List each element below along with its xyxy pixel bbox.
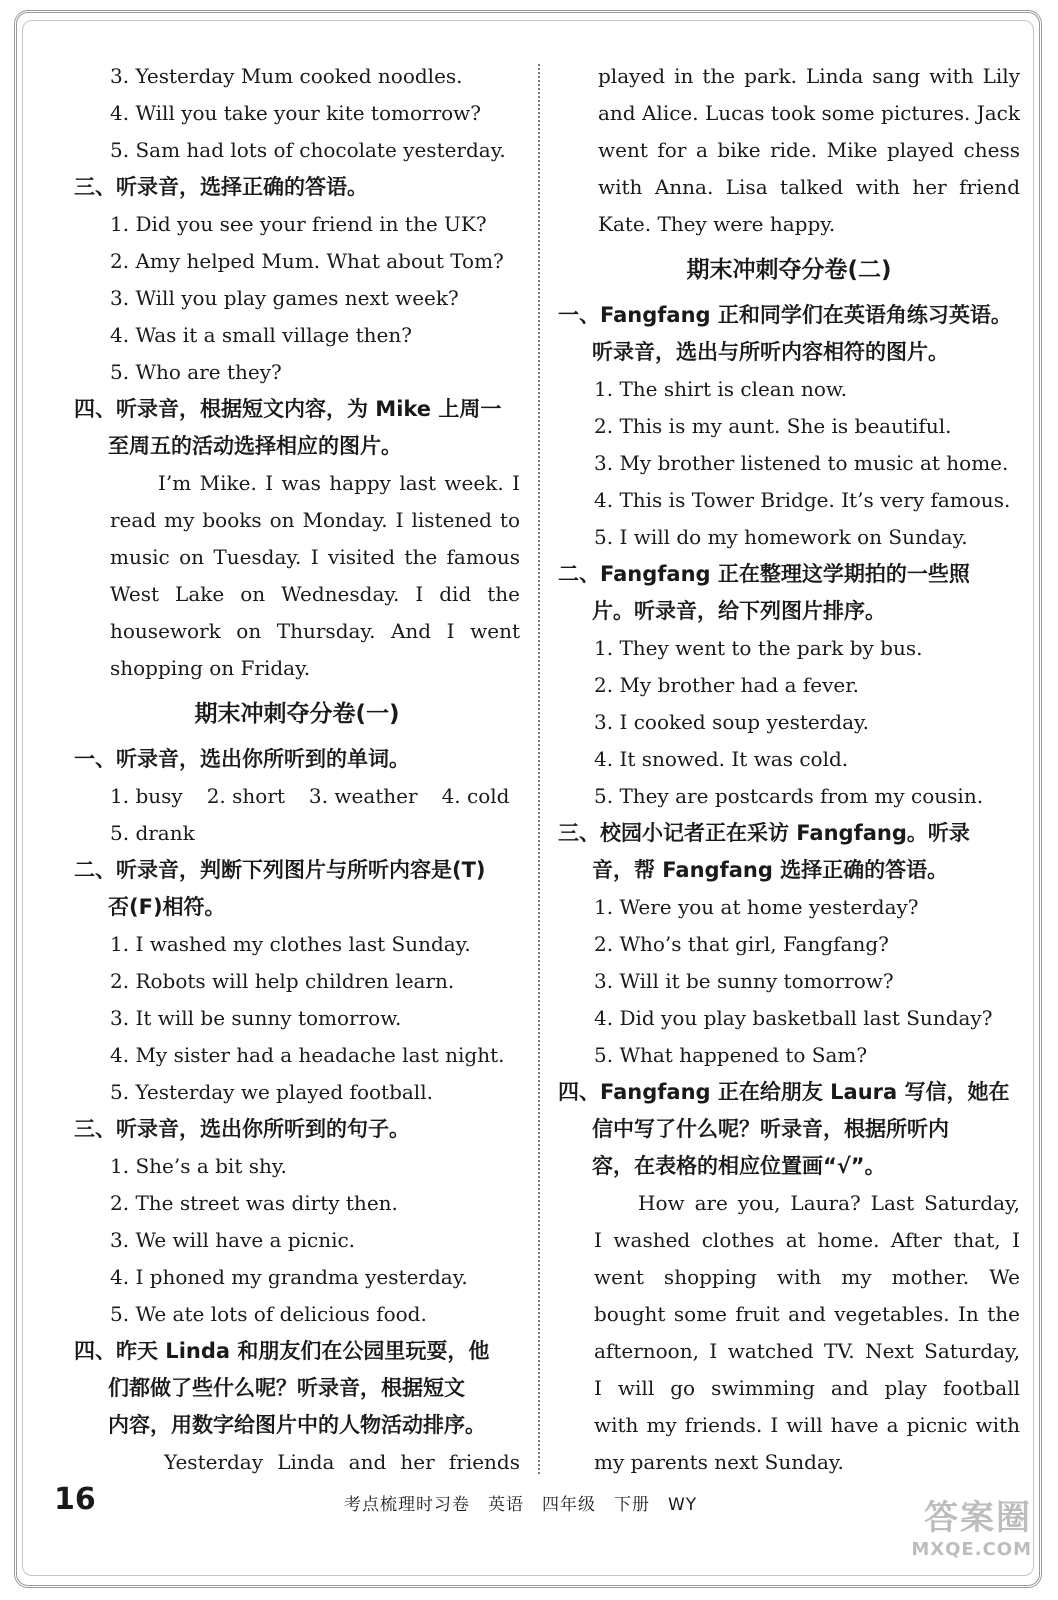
passage-line: with Anna. Lisa talked with her friend (598, 175, 1020, 199)
list-item: 5. We ate lots of delicious food. (110, 1302, 427, 1326)
left-column (74, 58, 520, 1481)
section-heading-cont: 们都做了些什么呢？听录音，根据短文 (108, 1376, 465, 1400)
passage-line: and Alice. Lucas took some pictures. Jack (598, 101, 1020, 125)
passage-linda-start (74, 1444, 520, 1481)
passage-line: played in the park. Linda sang with Lily (598, 64, 1020, 88)
section-heading-cont: 至周五的活动选择相应的图片。 (108, 434, 402, 458)
list-item: 1. Were you at home yesterday? (594, 895, 919, 919)
section-heading: 二、听录音，判断下列图片与所听内容是(T) (74, 858, 486, 882)
section-heading-cont: 内容，用数字给图片中的人物活动排序。 (108, 1413, 486, 1437)
section-heading: 三、校园小记者正在采访 Fangfang。听录 (558, 821, 970, 845)
section-heading: 二、Fangfang 正在整理这学期拍的一些照 (558, 562, 970, 586)
passage-letter (558, 1185, 1020, 1481)
list-item: 4. This is Tower Bridge. It’s very famous. (594, 488, 1011, 512)
word-item: 4. cold (441, 784, 510, 808)
list-item: 3. Yesterday Mum cooked noodles. (110, 64, 463, 88)
list-item: 4. I phoned my grandma yesterday. (110, 1265, 468, 1289)
list-item: 5. What happened to Sam? (594, 1043, 868, 1067)
list-item: 3. My brother listened to music at home. (594, 451, 1009, 475)
passage-line: went shopping with my mother. We (594, 1265, 1020, 1289)
list-item: 3. Will it be sunny tomorrow? (594, 969, 894, 993)
section-heading: 四、Fangfang 正在给朋友 Laura 写信，她在 (558, 1080, 1010, 1104)
section-heading-cont: 音，帮 Fangfang 选择正确的答语。 (592, 858, 949, 882)
list-item: 2. My brother had a fever. (594, 673, 859, 697)
passage-line: I’m Mike. I was happy last week. I (158, 471, 520, 495)
list-item: 4. It snowed. It was cold. (594, 747, 849, 771)
section-heading: 一、听录音，选出你所听到的单词。 (74, 747, 410, 771)
list-item: 5. Yesterday we played football. (110, 1080, 433, 1104)
passage-mike (74, 465, 520, 687)
watermark-logo: 答案圈 (924, 1498, 1032, 1538)
column-divider (538, 64, 540, 1474)
section-heading-cont: 听录音，选出与所听内容相符的图片。 (592, 340, 949, 364)
list-item: 1. I washed my clothes last Sunday. (110, 932, 471, 956)
section-heading: 三、听录音，选择正确的答语。 (74, 175, 368, 199)
section-heading: 四、昨天 Linda 和朋友们在公园里玩耍，他 (74, 1339, 490, 1363)
list-item: 2. The street was dirty then. (110, 1191, 398, 1215)
passage-line: I will go swimming and play football (594, 1376, 1020, 1400)
passage-line: music on Tuesday. I visited the famous (110, 545, 520, 569)
passage-line: housework on Thursday. And I went (110, 619, 520, 643)
passage-line: shopping on Friday. (110, 656, 311, 680)
list-item: 4. Did you play basketball last Sunday? (594, 1006, 993, 1030)
passage-line: Kate. They were happy. (598, 212, 836, 236)
passage-line: went for a bike ride. Mike played chess (598, 138, 1020, 162)
list-item: 4. My sister had a headache last night. (110, 1043, 505, 1067)
list-item: 5. Who are they? (110, 360, 282, 384)
page-footer (40, 1480, 1020, 1524)
passage-line: West Lake on Wednesday. I did the (110, 582, 520, 606)
passage-line: afternoon, I watched TV. Next Saturday, (594, 1339, 1020, 1363)
list-item: 1. She’s a bit shy. (110, 1154, 287, 1178)
passage-line: read my books on Monday. I listened to (110, 508, 520, 532)
list-item: 4. Will you take your kite tomorrow? (110, 101, 482, 125)
word-item: 1. busy (110, 784, 183, 808)
passage-linda-cont (558, 58, 1020, 243)
passage-line: bought some fruit and vegetables. In the (594, 1302, 1020, 1326)
word-item: 2. short (206, 784, 285, 808)
passage-line: my parents next Sunday. (594, 1450, 844, 1474)
section-heading-cont: 片。听录音，给下列图片排序。 (592, 599, 886, 623)
passage-line: I washed clothes at home. After that, I (594, 1228, 1020, 1252)
list-item: 3. I cooked soup yesterday. (594, 710, 869, 734)
list-item: 3. Will you play games next week? (110, 286, 459, 310)
list-item: 5. I will do my homework on Sunday. (594, 525, 968, 549)
section-heading: 四、听录音，根据短文内容，为 Mike 上周一 (74, 397, 502, 421)
page-number: 16 (54, 1482, 96, 1517)
word-item: 5. drank (110, 821, 195, 845)
site-watermark (911, 1490, 1032, 1560)
section-heading-cont: 信中写了什么呢？听录音，根据所听内 (592, 1117, 949, 1141)
paper-title: 期末冲刺夺分卷(二) (686, 257, 892, 283)
list-item: 3. We will have a picnic. (110, 1228, 356, 1252)
book-info: 考点梳理时习卷 英语 四年级 下册 WY (344, 1495, 698, 1515)
list-item: 4. Was it a small village then? (110, 323, 412, 347)
list-item: 2. Robots will help children learn. (110, 969, 455, 993)
section-heading-cont: 否(F)相符。 (108, 895, 226, 919)
list-item: 2. This is my aunt. She is beautiful. (594, 414, 952, 438)
word-list (74, 778, 520, 815)
list-item: 1. They went to the park by bus. (594, 636, 923, 660)
list-item: 1. Did you see your friend in the UK? (110, 212, 487, 236)
watermark-url: MXQE.COM (911, 1539, 1032, 1560)
list-item: 2. Who’s that girl, Fangfang? (594, 932, 889, 956)
passage-line: Yesterday Linda and her friends (164, 1450, 520, 1474)
passage-line: with my friends. I will have a picnic with (594, 1413, 1020, 1437)
list-item: 1. The shirt is clean now. (594, 377, 847, 401)
list-item: 5. They are postcards from my cousin. (594, 784, 984, 808)
list-item: 2. Amy helped Mum. What about Tom? (110, 249, 504, 273)
section-heading: 一、Fangfang 正和同学们在英语角练习英语。 (558, 303, 1012, 327)
word-item: 3. weather (308, 784, 418, 808)
section-heading: 三、听录音，选出你所听到的句子。 (74, 1117, 410, 1141)
paper-title: 期末冲刺夺分卷(一) (194, 701, 400, 727)
section-heading-cont: 容，在表格的相应位置画“√”。 (592, 1154, 886, 1178)
passage-line: How are you, Laura? Last Saturday, (638, 1191, 1020, 1215)
right-column (558, 58, 1020, 1481)
list-item: 3. It will be sunny tomorrow. (110, 1006, 402, 1030)
list-item: 5. Sam had lots of chocolate yesterday. (110, 138, 506, 162)
